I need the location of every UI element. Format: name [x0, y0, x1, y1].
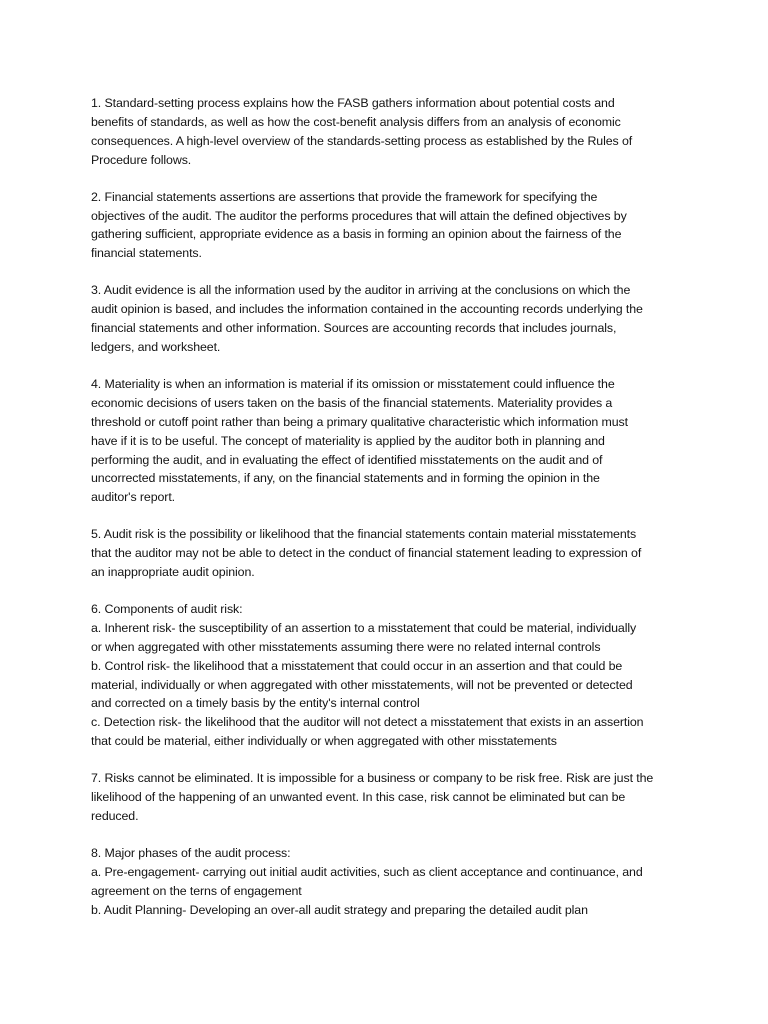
- text-line: reduced.: [91, 809, 139, 823]
- text-line: an inappropriate audit opinion.: [91, 565, 255, 580]
- text-line: financial statements and other information. Sources are accounting records that includes journals,: [91, 321, 617, 336]
- text-line: a. Pre-engagement- carrying out initial audit activities, such as client acceptance and continuance, and: [91, 864, 643, 879]
- text-line: have if it is to be useful. The concept of materiality is applied by the auditor both in planning and: [91, 433, 605, 448]
- text-line: agreement on the terns of engagement: [91, 883, 302, 898]
- text-line: uncorrected misstatements, if any, on the financial statements and in forming the opinion in the: [91, 471, 600, 486]
- paragraph-4: [91, 375, 681, 507]
- text-line: financial statements.: [91, 246, 202, 261]
- text-line: b. Audit Planning- Developing an over-all audit strategy and preparing the detailed audit plan: [91, 902, 588, 917]
- text-line: gathering sufficient, appropriate evidence as a basis in forming an opinion about the fairness of the: [91, 227, 622, 242]
- text-line: economic decisions of users taken on the basis of the financial statements. Materiality provides a: [91, 395, 613, 410]
- paragraph-8: [91, 844, 681, 920]
- text-line: that the auditor may not be able to detect in the conduct of financial statement leading to expression of: [91, 546, 642, 561]
- text-line: likelihood of the happening of an unwanted event. In this case, risk cannot be eliminated but can be: [91, 790, 626, 805]
- text-line: 1. Standard-setting process explains how the FASB gathers information about potential costs and: [91, 96, 615, 110]
- text-line: performing the audit, and in evaluating the effect of identified misstatements on the audit and of: [91, 452, 603, 467]
- text-line: benefits of standards, as well as how the cost-benefit analysis differs from an analysis of economic: [91, 114, 621, 129]
- text-line: 4. Materiality is when an information is material if its omission or misstatement could influence the: [91, 376, 615, 391]
- paragraph-1: [91, 94, 681, 170]
- text-line: auditor's report.: [91, 490, 176, 505]
- text-line: material, individually or when aggregated with other misstatements, will not be prevented or detected: [91, 677, 633, 692]
- paragraph-7: [91, 769, 681, 826]
- paragraph-5: [91, 525, 681, 582]
- text-line: consequences. A high-level overview of the standards-setting process as established by the Rules of: [91, 133, 633, 148]
- text-line: threshold or cutoff point rather than being a primary qualitative characteristic which information must: [91, 414, 628, 429]
- text-line: objectives of the audit. The auditor the performs procedures that will attain the defined objectives by: [91, 208, 627, 223]
- text-line: 8. Major phases of the audit process:: [91, 845, 291, 860]
- document-page: [91, 94, 681, 938]
- text-line: a. Inherent risk- the susceptibility of an assertion to a misstatement that could be material, individually: [91, 620, 637, 635]
- paragraph-3: [91, 281, 681, 357]
- text-line: 3. Audit evidence is all the information used by the auditor in arriving at the conclusions on which the: [91, 283, 631, 298]
- text-line: 5. Audit risk is the possibility or likelihood that the financial statements contain material misstatements: [91, 527, 637, 542]
- text-line: that could be material, either individually or when aggregated with other misstatements: [91, 734, 557, 749]
- text-line: ledgers, and worksheet.: [91, 339, 221, 354]
- text-line: audit opinion is based, and includes the information contained in the accounting records underlying the: [91, 302, 643, 317]
- text-line: c. Detection risk- the likelihood that the auditor will not detect a misstatement that exists in an assertion: [91, 715, 644, 730]
- paragraph-2: [91, 188, 681, 264]
- paragraph-6: [91, 600, 681, 751]
- text-line: b. Control risk- the likelihood that a misstatement that could occur in an assertion and that could be: [91, 658, 623, 673]
- text-line: Procedure follows.: [91, 152, 192, 167]
- text-line: 2. Financial statements assertions are assertions that provide the framework for specifying the: [91, 189, 598, 204]
- text-line: and corrected on a timely basis by the entity's internal control: [91, 696, 420, 711]
- text-line: or when aggregated with other misstatements assuming there were no related internal controls: [91, 639, 601, 654]
- text-line: 7. Risks cannot be eliminated. It is impossible for a business or company to be risk free. Risk are just the: [91, 771, 654, 786]
- text-line: 6. Components of audit risk:: [91, 601, 243, 616]
